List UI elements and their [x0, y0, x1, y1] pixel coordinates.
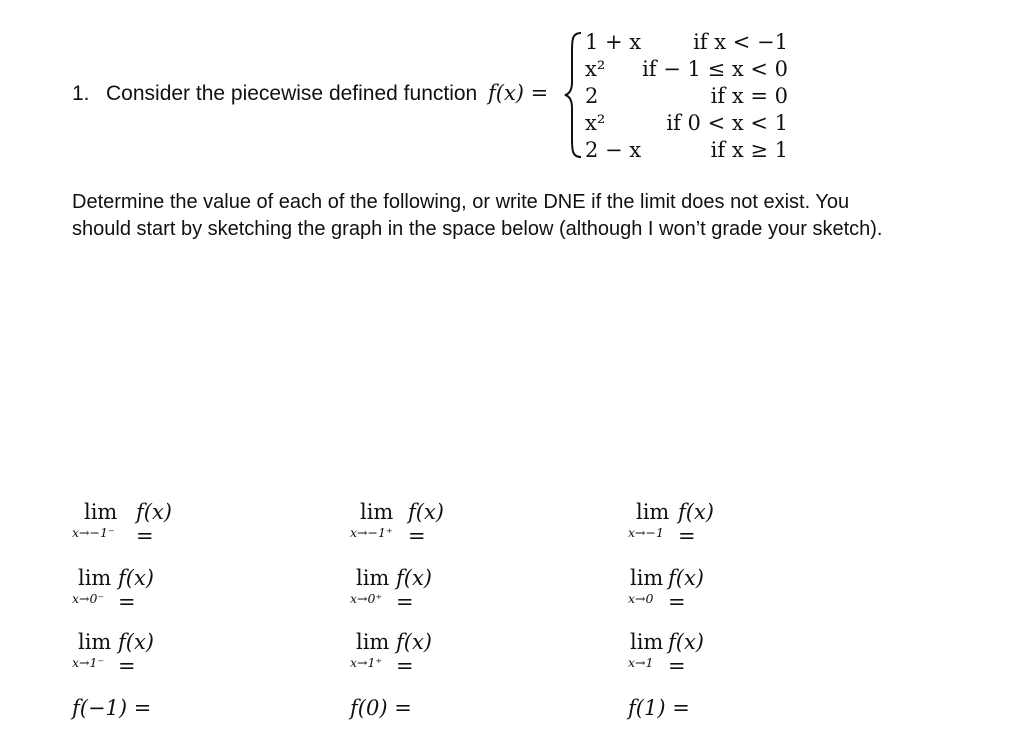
lim-word: lim — [630, 630, 664, 654]
instructions-line-1: Determine the value of each of the following, or write DNE if the limit does not exist. You — [72, 191, 850, 213]
lim-subscript: x→−1⁻ — [72, 525, 115, 540]
lim-subscript: x→1⁺ — [350, 655, 383, 670]
lim-subscript: x→0⁻ — [72, 591, 105, 606]
lim-expression: f(x) = — [408, 500, 445, 548]
lim-expression: f(x) = — [396, 566, 433, 614]
lim-subscript: x→1 — [628, 655, 654, 670]
value-f-0: f(0) = — [350, 696, 412, 720]
lim-expression: f(x) = — [668, 566, 705, 614]
lim-expression: f(x) = — [678, 500, 715, 548]
lim-expression: f(x) = — [118, 630, 155, 678]
lim-word: lim — [360, 500, 394, 524]
value-f-neg1: f(−1) = — [72, 696, 152, 720]
lim-subscript: x→0⁺ — [350, 591, 383, 606]
lim-word: lim — [84, 500, 118, 524]
value-f-1: f(1) = — [628, 696, 690, 720]
lim-word: lim — [630, 566, 664, 590]
lim-expression: f(x) = — [118, 566, 155, 614]
function-label: f(x) = — [488, 81, 549, 105]
piece-cond-1: if x < −1 — [693, 30, 788, 54]
question-number: 1. — [72, 82, 90, 105]
lim-subscript: x→1⁻ — [72, 655, 105, 670]
piece-cond-3: if x = 0 — [710, 84, 788, 108]
lim-expression: f(x) = — [668, 630, 705, 678]
lim-word: lim — [636, 500, 670, 524]
piece-expr-2: x² — [585, 57, 606, 81]
left-brace-icon — [563, 30, 585, 160]
piece-expr-4: x² — [585, 111, 606, 135]
lim-word: lim — [356, 630, 390, 654]
lim-word: lim — [78, 630, 112, 654]
lim-subscript: x→0 — [628, 591, 654, 606]
question-text: Consider the piecewise defined function — [106, 82, 478, 105]
lim-subscript: x→−1 — [628, 525, 664, 540]
lim-subscript: x→−1⁺ — [350, 525, 393, 540]
piece-cond-2: if − 1 ≤ x < 0 — [642, 57, 788, 81]
lim-word: lim — [356, 566, 390, 590]
piece-expr-5: 2 − x — [585, 138, 642, 162]
piece-cond-5: if x ≥ 1 — [710, 138, 788, 162]
piece-expr-1: 1 + x — [585, 30, 642, 54]
instructions-line-2: should start by sketching the graph in the space below (although I won’t grade your sketch). — [72, 218, 883, 240]
lim-expression: f(x) = — [396, 630, 433, 678]
piece-expr-3: 2 — [585, 84, 599, 108]
piece-cond-4: if 0 < x < 1 — [666, 111, 788, 135]
lim-expression: f(x) = — [136, 500, 173, 548]
lim-word: lim — [78, 566, 112, 590]
